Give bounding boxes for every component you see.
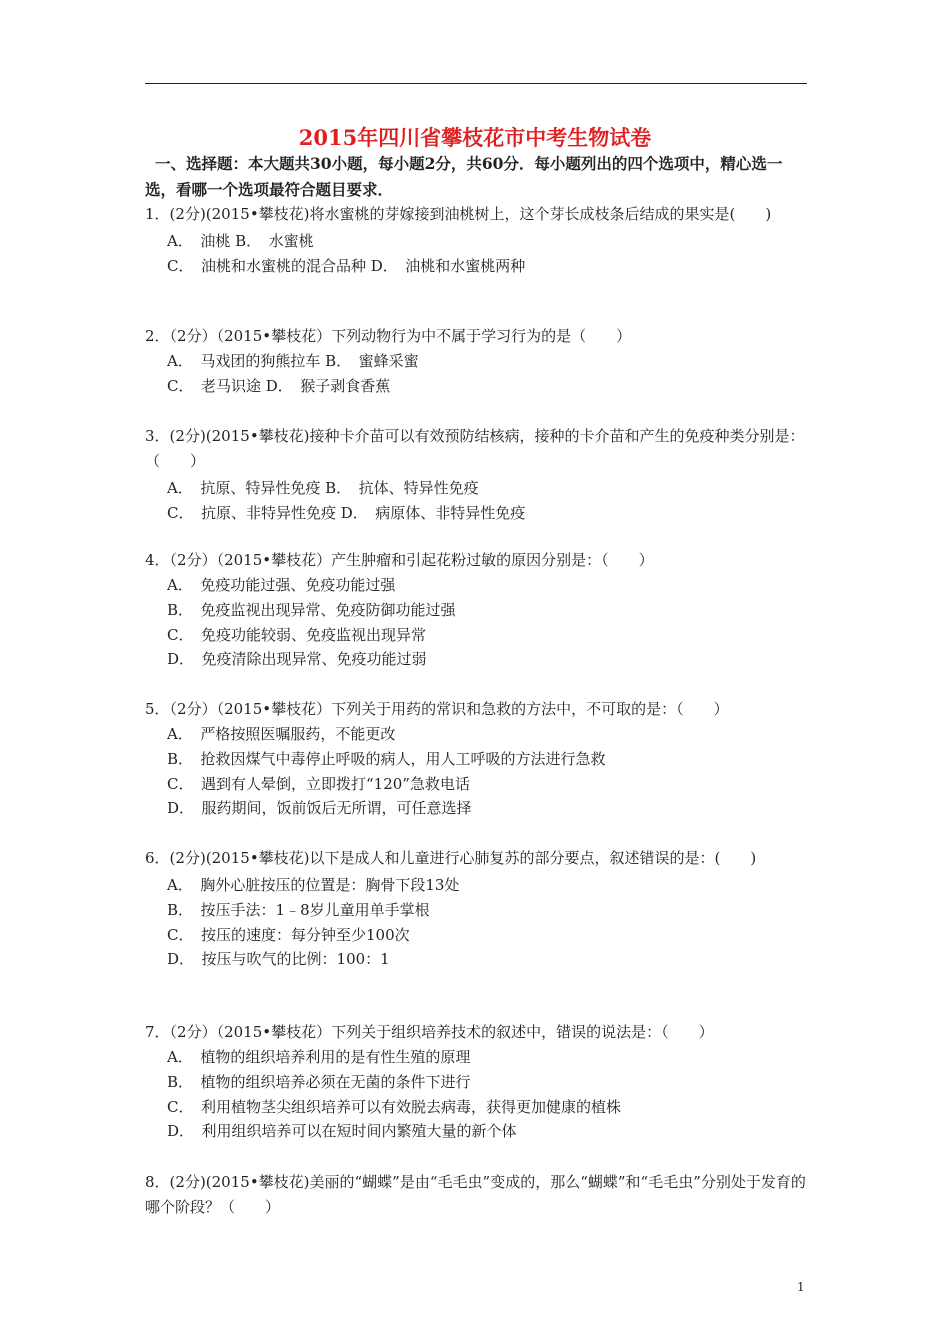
header-rule: [145, 83, 807, 84]
option-line: C． 免疫功能较弱、免疫监视出现异常: [167, 625, 426, 644]
option-line: D． 按压与吹气的比例：100：1: [167, 950, 390, 969]
option-line: C． 利用植物茎尖组织培养可以有效脱去病毒，获得更加健康的植株: [167, 1097, 621, 1116]
question-2: [145, 324, 810, 399]
option-line: D． 服药期间，饭前饭后无所谓，可任意选择: [167, 799, 472, 818]
option-line: D． 利用组织培养可以在短时间内繁殖大量的新个体: [167, 1122, 517, 1141]
question-5: [145, 697, 810, 821]
question-4: [145, 548, 810, 672]
option-line: A． 马戏团的狗熊拉车 B． 蜜蜂采蜜: [167, 352, 419, 370]
option-line: A． 油桃 B． 水蜜桃: [167, 232, 314, 250]
option-line: B． 植物的组织培养必须在无菌的条件下进行: [167, 1072, 471, 1091]
option-line: C． 老马识途 D． 猴子剥食香蕉: [167, 376, 391, 395]
section-heading: 一、选择题：本大题共30小题，每小题2分，共60分．每小题列出的四个选项中，精心选一选，看哪一个选项最符合题目要求．: [145, 154, 783, 199]
option-line: A． 免疫功能过强、免疫功能过强: [167, 576, 396, 594]
question-stem: 8．(2分)(2015•攀枝花)美丽的“蝴蝶”是由“毛毛虫”变成的，那么“蝴蝶”和“毛毛虫”分别处于发育的哪个阶段？（ ）: [145, 1173, 806, 1216]
question-stem: 7．（2分）（2015•攀枝花）下列关于组织培养技术的叙述中，错误的说法是：（ ）: [145, 1023, 714, 1041]
option-line: C． 油桃和水蜜桃的混合品种 D． 油桃和水蜜桃两种: [167, 256, 526, 275]
question-stem: 5．（2分）（2015•攀枝花）下列关于用药的常识和急救的方法中，不可取的是：（ ）: [145, 700, 729, 718]
page-number: 1: [797, 1280, 805, 1294]
option-line: A． 抗原、特异性免疫 B． 抗体、特异性免疫: [167, 479, 479, 497]
option-line: C． 遇到有人晕倒，立即拨打“120”急救电话: [167, 774, 470, 793]
question-stem: 4．（2分）（2015•攀枝花）产生肿瘤和引起花粉过敏的原因分别是：（ ）: [145, 551, 654, 569]
question-7: [145, 1020, 810, 1144]
option-line: B． 按压手法：1﹣8岁儿童用单手掌根: [167, 900, 430, 919]
option-line: A． 胸外心脏按压的位置是：胸骨下段13处: [167, 876, 460, 894]
option-line: A． 严格按照医嘱服药，不能更改: [167, 725, 396, 743]
question-8: [145, 1170, 810, 1220]
option-line: B． 免疫监视出现异常、免疫防御功能过强: [167, 600, 456, 619]
question-1: [145, 202, 810, 279]
page-title: 2015年四川省攀枝花市中考生物试卷: [298, 125, 652, 150]
question-stem: 2．（2分）（2015•攀枝花）下列动物行为中不属于学习行为的是（ ）: [145, 327, 632, 345]
option-line: A． 植物的组织培养利用的是有性生殖的原理: [167, 1048, 471, 1066]
option-line: C． 按压的速度：每分钟至少100次: [167, 925, 410, 944]
option-line: D． 免疫清除出现异常、免疫功能过弱: [167, 650, 427, 669]
question-stem: 3．(2分)(2015•攀枝花)接种卡介苗可以有效预防结核病，接种的卡介苗和产生的免疫种类分别是：（ ）: [145, 427, 805, 470]
question-stem: 6．(2分)(2015•攀枝花)以下是成人和儿童进行心肺复苏的部分要点，叙述错误的是：( ): [145, 849, 757, 867]
option-line: C． 抗原、非特异性免疫 D． 病原体、非特异性免疫: [167, 503, 526, 522]
question-6: [145, 846, 810, 972]
option-line: B． 抢救因煤气中毒停止呼吸的病人，用人工呼吸的方法进行急救: [167, 749, 606, 768]
question-stem: 1．(2分)(2015•攀枝花)将水蜜桃的芽嫁接到油桃树上，这个芽长成枝条后结成的果实是( ): [145, 205, 772, 223]
question-3: [145, 424, 810, 526]
